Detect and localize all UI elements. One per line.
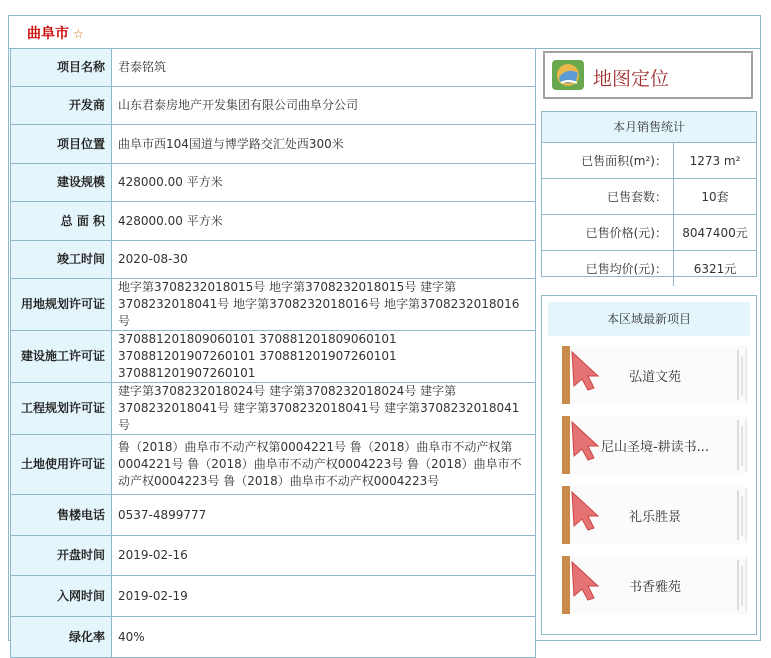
sales-stat-key: 已售面积(m²)： <box>542 143 674 179</box>
sales-stat-key: 已售套数： <box>542 179 674 215</box>
sales-stat-value: 1273 m² <box>674 143 757 179</box>
info-row-value: 2019-02-16 <box>112 536 536 576</box>
area-project-item[interactable] <box>562 346 748 404</box>
info-row <box>11 331 536 383</box>
info-row-value: 君泰铭筑 <box>112 49 536 87</box>
info-row-value: 建字第3708232018024号 建字第3708232018024号 建字第3708232018041号 建字第3708232018041号 建字第3708232018041号 <box>112 383 536 435</box>
info-row-label: 土地使用许可证 <box>11 435 112 495</box>
sales-stat-key: 已售价格(元)： <box>542 215 674 251</box>
monthly-sales-panel <box>541 111 757 277</box>
info-row-label: 竣工时间 <box>11 241 112 279</box>
info-row <box>11 576 536 617</box>
project-info-table <box>10 48 536 658</box>
info-row-value: 山东君泰房地产开发集团有限公司曲阜分公司 <box>112 87 536 125</box>
sales-stat-row <box>542 179 756 215</box>
info-row <box>11 279 536 331</box>
info-row-label: 建设规模 <box>11 164 112 202</box>
info-row-value: 曲阜市西104国道与博学路交汇处西300米 <box>112 125 536 164</box>
area-project-name: 弘道文苑 <box>628 370 681 385</box>
info-row-label: 建设施工许可证 <box>11 331 112 383</box>
map-locate-button[interactable] <box>543 51 753 99</box>
info-row-label: 项目名称 <box>11 49 112 87</box>
info-row-label: 项目位置 <box>11 125 112 164</box>
info-row-value: 428000.00 平方米 <box>112 202 536 241</box>
sales-stat-key: 已售均价(元)： <box>542 251 674 287</box>
info-row-label: 入网时间 <box>11 576 112 617</box>
area-project-name: 尼山圣境-耕读书... <box>600 440 710 455</box>
area-projects-title: 本区域最新项目 <box>548 302 750 336</box>
area-project-item[interactable] <box>562 556 748 614</box>
info-row-value: 地字第3708232018015号 地字第3708232018015号 建字第3708232018041号 地字第3708232018016号 地字第3708232018016号 <box>112 279 536 331</box>
info-row-value: 鲁（2018）曲阜市不动产权第0004221号 鲁（2018）曲阜市不动产权第0004221号 鲁（2018）曲阜市不动产权0004223号 鲁（2018）曲阜市不动产权0004223号 鲁（2018）曲阜市不动产权0004223号 <box>112 435 536 495</box>
area-projects-panel <box>541 295 757 635</box>
info-row-label: 总 面 积 <box>11 202 112 241</box>
info-row <box>11 49 536 87</box>
info-row-label: 开盘时间 <box>11 536 112 576</box>
info-row-label: 开发商 <box>11 87 112 125</box>
area-project-item[interactable] <box>562 416 748 474</box>
sales-stat-row <box>542 215 756 251</box>
info-row-label: 绿化率 <box>11 617 112 658</box>
area-project-name: 礼乐胜景 <box>628 510 681 525</box>
map-locate-label: 地图定位 <box>593 68 670 90</box>
area-project-name: 书香雅苑 <box>628 580 681 595</box>
info-row-value: 0537-4899777 <box>112 495 536 536</box>
info-row <box>11 164 536 202</box>
info-row <box>11 383 536 435</box>
info-row <box>11 87 536 125</box>
monthly-sales-title: 本月销售统计 <box>542 112 756 143</box>
info-row-value: 2019-02-19 <box>112 576 536 617</box>
info-row-value: 428000.00 平方米 <box>112 164 536 202</box>
map-globe-icon <box>551 59 585 91</box>
info-row-value: 2020-08-30 <box>112 241 536 279</box>
info-row-value: 40% <box>112 617 536 658</box>
info-row-label: 用地规划许可证 <box>11 279 112 331</box>
info-row <box>11 617 536 658</box>
info-row <box>11 435 536 495</box>
title-bar <box>9 16 760 49</box>
sales-stat-value: 8047400元 <box>674 215 757 251</box>
star-icon[interactable]: ☆ <box>73 27 84 41</box>
info-row <box>11 241 536 279</box>
info-row-label: 工程规划许可证 <box>11 383 112 435</box>
info-row <box>11 125 536 164</box>
sales-stat-row <box>542 143 756 179</box>
info-row <box>11 495 536 536</box>
sales-stat-row <box>542 251 756 287</box>
info-row <box>11 202 536 241</box>
info-row <box>11 536 536 576</box>
sales-stat-value: 6321元 <box>693 262 737 276</box>
info-row-value: 370881201809060101 370881201809060101 370881201907260101 370881201907260101 370881201907260101 <box>112 331 536 383</box>
sales-stat-value: 10套 <box>674 179 757 215</box>
info-row-label: 售楼电话 <box>11 495 112 536</box>
city-title[interactable]: 曲阜市 ☆ <box>27 26 84 42</box>
area-project-item[interactable] <box>562 486 748 544</box>
